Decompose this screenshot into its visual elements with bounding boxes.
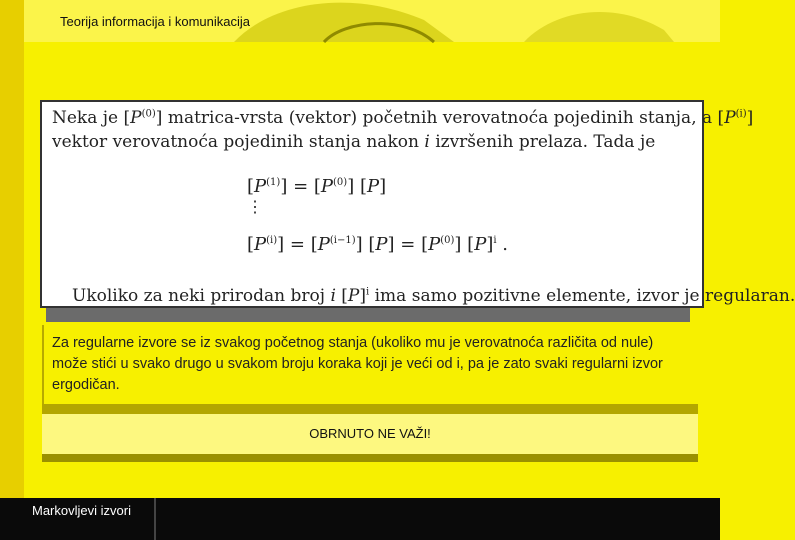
answer-text: OBRNUTO NE VAŽI!	[309, 426, 431, 441]
formula-line-last: Ukoliko za neki prirodan broj i $[P]^i$ ima samo pozitivne elemente, izvor je regularan.	[72, 286, 795, 306]
explanation-text: Za regularne izvore se iz svakog početnog stanja (ukoliko mu je verovatnoća različita od nule) može stići u svako drugo u svakom broju koraka koji je veći od i, pa je zato svaki regularni izvor ergodičan.	[52, 335, 663, 393]
footer-title: Markovljevi izvori	[32, 503, 131, 518]
vertical-ellipsis: ⋮	[247, 197, 263, 216]
header-band	[24, 0, 720, 42]
presentation-title: Teorija informacija i komunikacija	[60, 14, 251, 29]
left-accent-stripe	[0, 0, 24, 540]
answer-box-shadow	[42, 454, 698, 462]
explanation-text-block	[42, 325, 697, 405]
formula-panel	[40, 100, 795, 308]
separator-band	[42, 404, 698, 414]
equation-p1: $[P^{(1)}] = [P^{(0)}]$ [P]	[247, 176, 387, 197]
formula-line-2: vektor verovatnoća pojedinih stanja nakon i izvršenih prelaza. Tada je	[52, 132, 656, 152]
formula-line-1: Neka je $[P^{(0)}]$ matrica-vrsta (vektor) početnih verovatnoća pojedinih stanja, a $[P^{(i)}]$	[52, 108, 754, 128]
equation-pi: $[P^{(i)}] = [P^{(i-1)}] [P] = [P^{(0)}]$ $[P]^i$ .	[247, 234, 508, 255]
answer-box	[42, 414, 698, 454]
